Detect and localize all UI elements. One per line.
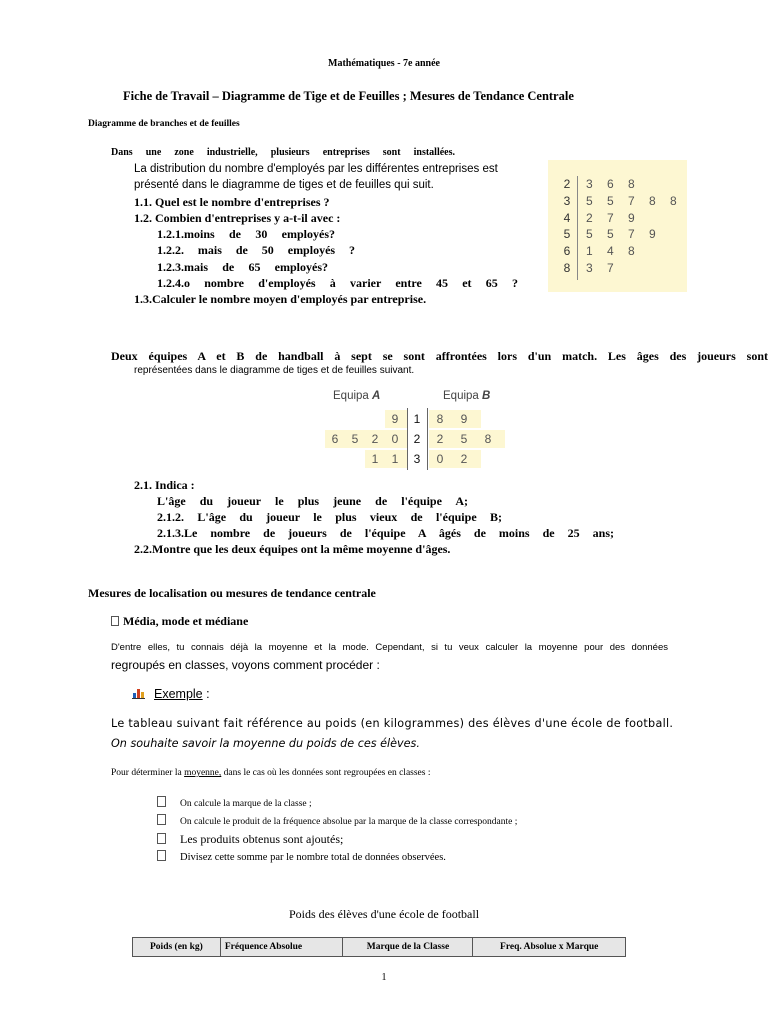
step-item xyxy=(157,814,517,827)
step-text: Divisez cette somme par le nombre total de données observées. xyxy=(180,852,446,863)
step-item xyxy=(157,796,312,809)
leaf-value: 6 xyxy=(607,177,614,191)
leaf-value: 5 xyxy=(607,193,614,208)
chart-icon xyxy=(132,687,146,699)
stem-value: 3 xyxy=(563,193,571,208)
step-text: Les produits obtenus sont ajoutés; xyxy=(180,832,344,846)
table-header-cell: Poids (en kg) xyxy=(133,938,221,957)
stem-divider xyxy=(577,176,578,280)
step-item xyxy=(157,850,446,863)
leaf-value: 8 xyxy=(628,244,635,259)
square-bullet-icon xyxy=(157,833,166,844)
team-b-leaf: 0 xyxy=(436,452,444,466)
q1-2-4: 1.2.4.o nombre d'employés à varier entre 45 et 65 ? xyxy=(157,276,518,290)
table-header-row xyxy=(133,938,626,957)
team-b-leaf: 5 xyxy=(460,432,468,446)
q2-1-3: 2.1.3.Le nombre de joueurs de l'équipe A âgés de moins de 25 ans; xyxy=(157,526,614,540)
q2-2: 2.2.Montre que les deux équipes ont la même moyenne d'âges. xyxy=(134,542,451,556)
ex1-desc-line2: présenté dans le diagramme de tiges et de feuilles qui suit. xyxy=(134,179,434,191)
q1-1: 1.1. Quel est le nombre d'entreprises ? xyxy=(134,195,330,209)
football-weight-table xyxy=(132,937,626,957)
subheading-media-mode: Média, mode et médiane xyxy=(111,614,248,629)
team-b-leaf: 2 xyxy=(436,432,444,446)
leaf-value: 5 xyxy=(586,193,593,208)
step-text: On calcule le produit de la fréquence absolue par la marque de la classe correspondante ; xyxy=(180,817,518,827)
section-heading-central-tendency: Mesures de localisation ou mesures de tendance centrale xyxy=(88,586,376,600)
stem-value: 2 xyxy=(563,177,571,191)
leaf-value: 7 xyxy=(607,210,614,225)
ex1-intro: Dans une zone industrielle, plusieurs entreprises sont installées. xyxy=(111,147,455,158)
leaf-value: 7 xyxy=(628,193,635,208)
stem-value: 4 xyxy=(563,210,571,225)
q2-1-1: L'âge du joueur le plus jeune de l'équipe A; xyxy=(157,494,468,508)
square-bullet-icon xyxy=(157,850,166,861)
leaf-value: 8 xyxy=(670,193,677,208)
leaf-value: 9 xyxy=(628,210,635,225)
step-item xyxy=(157,832,343,847)
stem-value: 6 xyxy=(563,244,571,259)
stem-value: 3 xyxy=(413,452,421,466)
para1-line1: D'entre elles, tu connais déjà la moyenne et la mode. Cependant, si tu veux calculer la moyenne pour des données xyxy=(111,642,668,653)
stem-leaf-diagram-handball xyxy=(305,388,505,468)
example-line: Exemple : xyxy=(132,687,210,701)
header-subject: Mathématiques - 7e année xyxy=(328,58,440,69)
stem-divider xyxy=(407,408,408,470)
stem-value: 2 xyxy=(413,432,421,446)
team-b-leaf: 2 xyxy=(460,452,468,466)
team-a-leaf: 9 xyxy=(391,412,399,426)
team-a-label: Equipa A xyxy=(333,390,381,402)
square-bullet-icon xyxy=(157,814,166,825)
ex2-desc: représentées dans le diagramme de tiges et de feuilles suivant. xyxy=(134,365,415,376)
stem-leaf-diagram-employees xyxy=(548,160,687,292)
table-caption: Poids des élèves d'une école de football xyxy=(288,907,480,921)
stem-value: 5 xyxy=(563,227,571,242)
table-header-cell: Fréquence Absolue xyxy=(220,938,343,957)
stem-value: 1 xyxy=(413,412,421,426)
square-bullet-icon xyxy=(111,616,119,626)
para2: Pour déterminer la moyenne, dans le cas où les données sont regroupées en classes : xyxy=(111,768,431,778)
page-number: 1 xyxy=(381,972,387,983)
handwritten-line2: On souhaite savoir la moyenne du poids de ces élèves. xyxy=(111,737,420,750)
team-b-leaf: 8 xyxy=(436,412,444,426)
team-a-leaf: 2 xyxy=(371,432,379,446)
leaf-value: 3 xyxy=(586,261,593,275)
leaf-value: 4 xyxy=(607,244,614,259)
q1-2: 1.2. Combien d'entreprises y a-t-il avec : xyxy=(134,211,341,225)
table-header-cell: Freq. Absolue x Marque xyxy=(473,938,626,957)
q1-3: 1.3.Calculer le nombre moyen d'employés par entreprise. xyxy=(134,292,427,306)
q2-1-2: 2.1.2. L'âge du joueur le plus vieux de l'équipe B; xyxy=(157,510,502,524)
leaf-value: 5 xyxy=(607,227,614,242)
leaf-value: 8 xyxy=(628,177,635,191)
ex2-intro: Deux équipes A et B de handball à sept se sont affrontées lors d'un match. Les âges des joueurs sont xyxy=(111,349,768,363)
team-b-leaf: 8 xyxy=(484,432,492,446)
q1-2-2: 1.2.2. mais de 50 employés ? xyxy=(157,243,355,257)
team-b-label: Equipa B xyxy=(443,390,491,402)
step-text: On calcule la marque de la classe ; xyxy=(180,799,312,809)
handwritten-line1: Le tableau suivant fait référence au poids (en kilogrammes) des élèves d'une école de football. xyxy=(111,717,674,730)
leaf-value: 7 xyxy=(607,261,614,275)
team-a-leaf: 0 xyxy=(391,432,399,446)
q1-2-3: 1.2.3.mais de 65 employés? xyxy=(157,260,328,274)
leaf-value: 8 xyxy=(649,193,656,208)
leaf-value: 3 xyxy=(586,177,593,191)
leaf-value: 5 xyxy=(586,227,593,242)
team-a-leaf: 1 xyxy=(371,452,379,466)
q2-1: 2.1. Indica : xyxy=(134,478,195,492)
ex1-desc-line1: La distribution du nombre d'employés par les différentes entreprises est xyxy=(134,163,498,175)
square-bullet-icon xyxy=(157,796,166,807)
leaf-value: 9 xyxy=(649,227,656,242)
leaf-value: 1 xyxy=(586,244,593,259)
table-header-cell: Marque de la Classe xyxy=(343,938,473,957)
section-heading-stem-leaf: Diagramme de branches et de feuilles xyxy=(88,119,240,129)
team-a-leaf: 6 xyxy=(331,432,339,446)
stem-value: 8 xyxy=(563,261,571,275)
leaf-value: 2 xyxy=(586,210,593,225)
team-a-leaf: 5 xyxy=(351,432,359,446)
team-a-leaf: 1 xyxy=(391,452,399,466)
page-title: Fiche de Travail – Diagramme de Tige et de Feuilles ; Mesures de Tendance Centrale xyxy=(123,89,574,103)
stem-divider xyxy=(427,408,428,470)
para1-line2: regroupés en classes, voyons comment procéder : xyxy=(111,658,380,672)
leaf-value: 7 xyxy=(628,227,635,242)
q1-2-1: 1.2.1.moins de 30 employés? xyxy=(157,227,335,241)
team-b-leaf: 9 xyxy=(460,412,468,426)
